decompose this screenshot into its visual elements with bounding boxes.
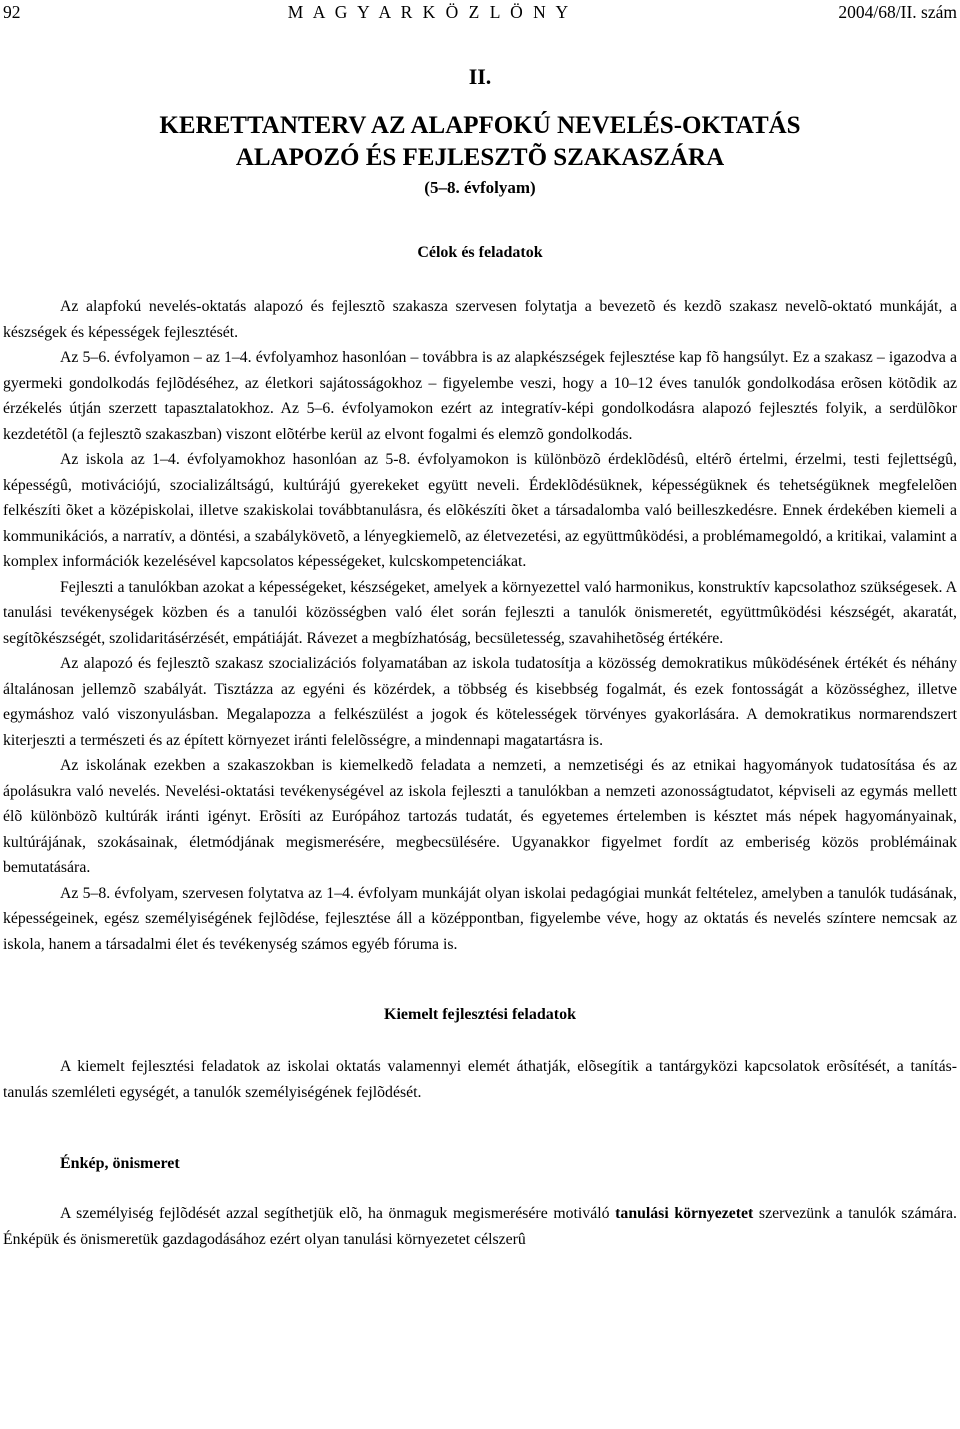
paragraph: Az iskolának ezekben a szakaszokban is kiemelkedõ feladata a nemzeti, a nemzetiségi és az etnikai hagyományok tudatosítása és az ápolásukra való nevelés. Nevelési-oktatási tevékenységével az iskola fejleszti a tanulókban a nemzeti azonosságtudatot, képviseli az egymás mellett élõ különbözõ kultúrák iránti igényt. Erõsíti az Európához tartozás tudatát, és egyetemes értelemben is késztet más népek hagyományainak, kultúrájának, szokásainak, életmódjának megismerésére, megbecsülésére. Ugyanakkor figyelmet fordít az emberiség közös problémáinak bemutatására. xyxy=(3,757,957,876)
paragraph: Az iskola az 1–4. évfolyamokhoz hasonlóan az 5-8. évfolyamokon is különbözõ érdeklõdésû, eltérõ értelmi, érzelmi, testi fejlettségû, képességû, motivációjú, szocializáltságú, kultúrájú gyerekeket együtt neveli. Érdeklõdésüknek, képességüknek és tehetségüknek megfelelõen felkészíti õket a középiskolai, illetve szakiskolai továbbtanulásra, és elõkészíti õket a társadalomba való beilleszkedésre. Ennek érdekében kiemeli a kommunikációs, a narratív, a döntési, a szabálykövetõ, a lényegkiemelõ, az életvezetési, az együttmûködési, a problémamegoldó, a kritikai, valamint a komplex információk kezelésével kapcsolatos képességeket, kulcskompetenciákat. xyxy=(3,451,957,570)
paragraph-text-end: szervezünk a tanulók számára. Énképük és önismeretük gazdagodásához ezért olyan tanulási környezetet célszerû xyxy=(3,1205,957,1248)
running-header xyxy=(3,0,957,28)
paragraph: Az alapfokú nevelés-oktatás alapozó és fejlesztõ szakasza szervesen folytatja a bevezetõ és kezdõ szakasz nevelõ-oktató munkáját, a készségek és képességek fejlesztését. xyxy=(3,298,957,341)
title-line-2: ALAPOZÓ ÉS FEJLESZTÕ SZAKASZÁRA xyxy=(235,144,725,171)
paragraph: Fejleszti a tanulókban azokat a képességeket, készségeket, amelyek a környezettel való harmonikus, konstruktív kapcsolathoz szükségesek. A tanulási tevékenységek közben és a tanulói közösségben való élet során fejleszti a tanulók önismeretét, együttmûködési készségét, akaratát, segítõkészségét, szolidaritásérzését, empátiáját. Rávezet a megbízhatóság, becsületesség, szavahihetõség értékére. xyxy=(3,578,957,647)
document-subtitle: (5–8. évfolyam) xyxy=(424,178,536,197)
paragraph-text-start: A személyiség fejlõdését azzal segíthetjük elõ, ha önmaguk megismerésére motiváló xyxy=(60,1205,616,1222)
section-self-image-body xyxy=(3,1201,957,1252)
section-heading-goals: Célok és feladatok xyxy=(417,244,543,261)
part-number: II. xyxy=(468,64,492,89)
document-title xyxy=(3,110,957,174)
paragraph xyxy=(3,1201,957,1252)
title-line-1: KERETTANTERV AZ ALAPFOKÚ NEVELÉS-OKTATÁS xyxy=(159,112,801,139)
paragraph-emphasis: tanulási környezetet xyxy=(615,1205,754,1222)
section-goals-body xyxy=(3,294,957,957)
section-heading-self-image: Énkép, önismeret xyxy=(60,1155,180,1172)
paragraph: Az 5–8. évfolyam, szervesen folytatva az 1–4. évfolyam munkáját olyan iskolai pedagógiai munkát feltételez, amelyben a tanulók tudásának, képességeinek, egész személyiségének fejlõdése, fejlesztése áll a középpontban, figyelembe véve, hogy az oktatás és nevelés színtere nemcsak az iskola, hanem a társadalmi élet és tevékenység számos egyéb fóruma is. xyxy=(3,884,957,953)
paragraph: A kiemelt fejlesztési feladatok az iskolai oktatás valamennyi elemét áthatják, elõsegítik a tantárgyközi kapcsolatok erõsítését, a tanítás-tanulás szemléleti egységét, a tanulók személyiségének fejlõdését. xyxy=(3,1058,957,1101)
journal-title: M A G Y A R K Ö Z L Ö N Y xyxy=(287,2,572,22)
page-number: 92 xyxy=(3,2,21,22)
issue-number: 2004/68/II. szám xyxy=(838,2,957,22)
paragraph: Az 5–6. évfolyamon – az 1–4. évfolyamhoz hasonlóan – továbbra is az alapkészségek fejlesztése kap fõ hangsúlyt. Ez a szakasz – igazodva a gyermeki gondolkodás fejlõdéséhez, az életkori sajátosságokhoz – figyelembe veszi, hogy a 10–12 éves tanulók gondolkodása erõsen kötõdik az érzékelés útján szerzett tapasztalatokhoz. Az 5–6. évfolyamokon ezért az integratív-képi gondolkodásra alapozó fejlesztés folyik, a serdülõkor kezdetétõl (a fejlesztõ szakaszban) viszont elõtérbe kerül az elvont fogalmi és elemzõ gondolkodás. xyxy=(3,349,957,443)
section-key-tasks-body xyxy=(3,1054,957,1105)
paragraph: Az alapozó és fejlesztõ szakasz szocializációs folyamatában az iskola tudatosítja a közösség demokratikus mûködésének értékét és néhány általánosan jellemzõ szabályát. Tisztázza az egyéni és közérdek, a többség és kisebbség fogalmát, és ezek fontosságát a közösséghez, illetve egymáshoz való viszonyulásban. Megalapozza a felkészülést a jogok és kötelességek törvényes gyakorlására. A demokratikus normarendszert kiterjeszti a természeti és az épített környezet iránti felelõsségre, a mindennapi magatartásra is. xyxy=(3,655,957,749)
section-heading-key-tasks: Kiemelt fejlesztési feladatok xyxy=(384,1006,576,1023)
